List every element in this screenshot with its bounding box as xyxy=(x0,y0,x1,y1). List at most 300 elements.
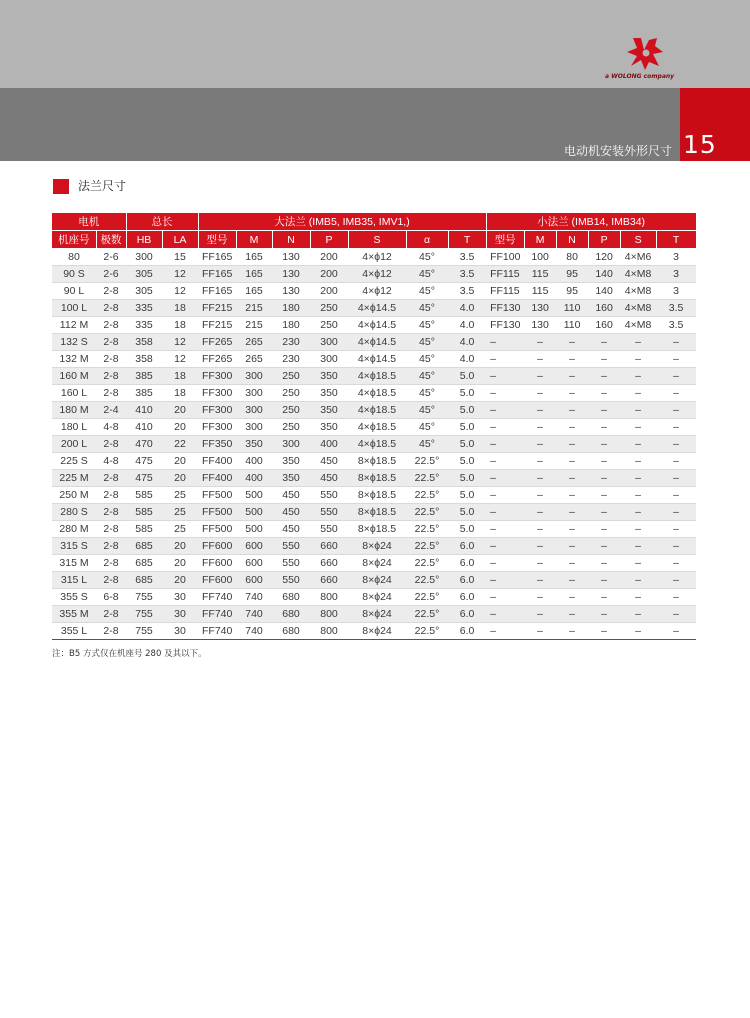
table-cell: 350 xyxy=(272,453,310,470)
table-cell: 5.0 xyxy=(448,436,486,453)
table-cell: 8×ϕ18.5 xyxy=(348,504,406,521)
table-cell: 45° xyxy=(406,317,448,334)
table-cell: 5.0 xyxy=(448,419,486,436)
table-cell: 685 xyxy=(126,555,162,572)
table-cell: 22.5° xyxy=(406,572,448,589)
table-cell: 4.0 xyxy=(448,300,486,317)
table-cell: 4×ϕ18.5 xyxy=(348,419,406,436)
table-cell: 350 xyxy=(310,368,348,385)
table-cell: – xyxy=(556,623,588,640)
table-cell: – xyxy=(620,521,656,538)
table-cell: 200 xyxy=(310,283,348,300)
table-cell: 250 M xyxy=(52,487,96,504)
table-cell: 110 xyxy=(556,300,588,317)
table-cell: – xyxy=(620,470,656,487)
table-cell: 95 xyxy=(556,266,588,283)
table-cell: 410 xyxy=(126,402,162,419)
table-cell: 2-4 xyxy=(96,402,126,419)
table-cell: – xyxy=(588,334,620,351)
table-cell: 740 xyxy=(236,606,272,623)
table-row xyxy=(52,317,696,334)
table-cell: 475 xyxy=(126,470,162,487)
table-cell: – xyxy=(620,334,656,351)
table-cell: 4×ϕ12 xyxy=(348,283,406,300)
table-cell: – xyxy=(556,572,588,589)
table-cell: – xyxy=(524,572,556,589)
table-cell: – xyxy=(524,351,556,368)
table-cell: FF130 xyxy=(486,300,524,317)
table-row xyxy=(52,555,696,572)
table-cell: 45° xyxy=(406,402,448,419)
table-cell: 4×ϕ14.5 xyxy=(348,334,406,351)
column-header: LA xyxy=(162,231,198,249)
table-cell: – xyxy=(620,572,656,589)
table-cell: – xyxy=(486,334,524,351)
table-cell: – xyxy=(524,504,556,521)
table-cell: 4-8 xyxy=(96,419,126,436)
table-cell: – xyxy=(556,436,588,453)
table-cell: – xyxy=(656,572,696,589)
table-row xyxy=(52,623,696,640)
table-cell: 350 xyxy=(310,385,348,402)
table-cell: – xyxy=(620,368,656,385)
table-cell: 45° xyxy=(406,436,448,453)
table-cell: 680 xyxy=(272,589,310,606)
table-cell: 5.0 xyxy=(448,453,486,470)
table-cell: 2-8 xyxy=(96,385,126,402)
table-cell: 315 M xyxy=(52,555,96,572)
table-cell: 4×ϕ12 xyxy=(348,249,406,266)
table-cell: – xyxy=(656,385,696,402)
table-cell: 8×ϕ24 xyxy=(348,606,406,623)
table-cell: 2-8 xyxy=(96,521,126,538)
table-cell: 30 xyxy=(162,623,198,640)
table-cell: 20 xyxy=(162,453,198,470)
table-cell: – xyxy=(524,555,556,572)
table-cell: 25 xyxy=(162,521,198,538)
table-cell: – xyxy=(656,555,696,572)
table-cell: – xyxy=(524,334,556,351)
table-cell: – xyxy=(486,572,524,589)
table-cell: 2-8 xyxy=(96,368,126,385)
table-cell: 15 xyxy=(162,249,198,266)
table-cell: 585 xyxy=(126,487,162,504)
table-cell: – xyxy=(486,606,524,623)
table-cell: 22.5° xyxy=(406,555,448,572)
column-header: M xyxy=(236,231,272,249)
table-cell: – xyxy=(556,470,588,487)
table-row xyxy=(52,334,696,351)
table-cell: FF740 xyxy=(198,623,236,640)
table-cell: 300 xyxy=(236,419,272,436)
table-cell: 140 xyxy=(588,266,620,283)
table-cell: – xyxy=(620,419,656,436)
table-cell: 585 xyxy=(126,521,162,538)
table-cell: 355 S xyxy=(52,589,96,606)
table-cell: 225 M xyxy=(52,470,96,487)
table-cell: – xyxy=(588,623,620,640)
table-cell: 225 S xyxy=(52,453,96,470)
table-cell: 4×ϕ18.5 xyxy=(348,436,406,453)
table-cell: – xyxy=(656,538,696,555)
table-cell: 5.0 xyxy=(448,368,486,385)
table-cell: – xyxy=(656,589,696,606)
table-cell: 30 xyxy=(162,589,198,606)
column-header: T xyxy=(656,231,696,249)
table-cell: – xyxy=(486,504,524,521)
table-row xyxy=(52,487,696,504)
table-cell: 130 xyxy=(524,300,556,317)
table-cell: – xyxy=(588,419,620,436)
table-cell: 8×ϕ18.5 xyxy=(348,521,406,538)
table-cell: 305 xyxy=(126,266,162,283)
table-cell: 315 L xyxy=(52,572,96,589)
table-cell: 180 xyxy=(272,300,310,317)
table-cell: 6.0 xyxy=(448,606,486,623)
table-cell: – xyxy=(556,589,588,606)
table-cell: – xyxy=(524,521,556,538)
table-cell: 90 S xyxy=(52,266,96,283)
table-cell: 132 S xyxy=(52,334,96,351)
table-cell: 3 xyxy=(656,283,696,300)
table-row xyxy=(52,521,696,538)
table-cell: 680 xyxy=(272,623,310,640)
table-cell: FF215 xyxy=(198,300,236,317)
column-header: N xyxy=(272,231,310,249)
table-cell: 300 xyxy=(126,249,162,266)
table-cell: 22.5° xyxy=(406,538,448,555)
table-cell: 680 xyxy=(272,606,310,623)
table-cell: FF115 xyxy=(486,283,524,300)
table-cell: 115 xyxy=(524,266,556,283)
flange-dimension-table xyxy=(52,213,697,640)
table-cell: FF300 xyxy=(198,402,236,419)
table-cell: 755 xyxy=(126,589,162,606)
table-cell: FF300 xyxy=(198,368,236,385)
table-cell: 755 xyxy=(126,623,162,640)
table-cell: FF165 xyxy=(198,266,236,283)
table-cell: – xyxy=(486,453,524,470)
table-cell: – xyxy=(556,504,588,521)
table-row xyxy=(52,249,696,266)
table-cell: FF300 xyxy=(198,385,236,402)
table-cell: FF300 xyxy=(198,419,236,436)
table-cell: 660 xyxy=(310,538,348,555)
table-cell: 6.0 xyxy=(448,572,486,589)
table-cell: FF600 xyxy=(198,572,236,589)
table-cell: – xyxy=(588,368,620,385)
table-cell: 110 xyxy=(556,317,588,334)
table-cell: 112 M xyxy=(52,317,96,334)
table-group-header-row xyxy=(52,213,696,231)
table-cell: – xyxy=(524,385,556,402)
table-cell: 475 xyxy=(126,453,162,470)
table-cell: 385 xyxy=(126,368,162,385)
table-cell: 130 xyxy=(524,317,556,334)
table-cell: 4.0 xyxy=(448,351,486,368)
table-cell: – xyxy=(486,419,524,436)
table-cell: – xyxy=(588,453,620,470)
table-cell: 22.5° xyxy=(406,470,448,487)
table-cell: 800 xyxy=(310,589,348,606)
table-column-header-row xyxy=(52,231,696,249)
table-cell: 22.5° xyxy=(406,487,448,504)
table-cell: 350 xyxy=(236,436,272,453)
table-cell: 280 S xyxy=(52,504,96,521)
table-cell: 300 xyxy=(310,351,348,368)
table-cell: 6-8 xyxy=(96,589,126,606)
table-cell: 4×ϕ18.5 xyxy=(348,402,406,419)
table-cell: – xyxy=(486,351,524,368)
table-cell: 132 M xyxy=(52,351,96,368)
table-cell: 5.0 xyxy=(448,385,486,402)
table-cell: – xyxy=(524,606,556,623)
table-cell: – xyxy=(656,487,696,504)
table-cell: 18 xyxy=(162,385,198,402)
table-cell: 45° xyxy=(406,283,448,300)
table-cell: 335 xyxy=(126,300,162,317)
heading-marker xyxy=(53,179,69,194)
table-cell: 165 xyxy=(236,283,272,300)
table-row xyxy=(52,283,696,300)
table-cell: 45° xyxy=(406,300,448,317)
table-cell: 740 xyxy=(236,589,272,606)
table-cell: 8×ϕ24 xyxy=(348,589,406,606)
table-cell: 250 xyxy=(272,385,310,402)
table-cell: – xyxy=(656,351,696,368)
column-header: 极数 xyxy=(96,231,126,249)
table-cell: – xyxy=(656,334,696,351)
table-cell: 200 L xyxy=(52,436,96,453)
column-header: T xyxy=(448,231,486,249)
table-cell: 80 xyxy=(556,249,588,266)
table-cell: 22.5° xyxy=(406,589,448,606)
table-cell: 8×ϕ24 xyxy=(348,538,406,555)
table-cell: – xyxy=(588,436,620,453)
table-cell: 2-8 xyxy=(96,334,126,351)
table-cell: – xyxy=(486,487,524,504)
table-cell: – xyxy=(588,538,620,555)
table-cell: 250 xyxy=(272,402,310,419)
table-cell: – xyxy=(486,368,524,385)
table-cell: 18 xyxy=(162,368,198,385)
table-cell: 12 xyxy=(162,334,198,351)
table-cell: 450 xyxy=(272,487,310,504)
table-cell: 355 L xyxy=(52,623,96,640)
table-cell: 3.5 xyxy=(448,283,486,300)
table-cell: 45° xyxy=(406,351,448,368)
table-cell: – xyxy=(620,589,656,606)
table-cell: 180 L xyxy=(52,419,96,436)
table-cell: 500 xyxy=(236,504,272,521)
table-cell: – xyxy=(656,623,696,640)
table-cell: – xyxy=(620,351,656,368)
table-cell: – xyxy=(556,555,588,572)
table-row xyxy=(52,470,696,487)
table-cell: 2-8 xyxy=(96,555,126,572)
table-cell: – xyxy=(556,538,588,555)
table-cell: 5.0 xyxy=(448,504,486,521)
table-cell: – xyxy=(524,589,556,606)
table-cell: 140 xyxy=(588,283,620,300)
table-cell: 18 xyxy=(162,317,198,334)
table-cell: – xyxy=(524,487,556,504)
group-header-large-flange: 大法兰 (IMB5, IMB35, IMV1,) xyxy=(198,213,486,231)
table-cell: FF130 xyxy=(486,317,524,334)
table-row xyxy=(52,436,696,453)
table-cell: – xyxy=(556,487,588,504)
table-cell: 45° xyxy=(406,419,448,436)
table-cell: 280 M xyxy=(52,521,96,538)
table-cell: 215 xyxy=(236,300,272,317)
table-cell: – xyxy=(556,453,588,470)
table-cell: 305 xyxy=(126,283,162,300)
table-cell: FF350 xyxy=(198,436,236,453)
table-cell: 8×ϕ18.5 xyxy=(348,453,406,470)
table-row xyxy=(52,589,696,606)
table-row xyxy=(52,419,696,436)
table-cell: 3.5 xyxy=(448,266,486,283)
table-cell: – xyxy=(524,453,556,470)
table-cell: 400 xyxy=(236,453,272,470)
table-cell: 130 xyxy=(272,283,310,300)
table-cell: FF740 xyxy=(198,606,236,623)
table-row xyxy=(52,453,696,470)
table-cell: 12 xyxy=(162,351,198,368)
table-cell: 4×M8 xyxy=(620,266,656,283)
table-cell: 160 xyxy=(588,317,620,334)
table-cell: 2-8 xyxy=(96,623,126,640)
brand-logo xyxy=(605,36,685,84)
table-cell: 4×ϕ18.5 xyxy=(348,368,406,385)
table-cell: 230 xyxy=(272,334,310,351)
table-cell: – xyxy=(588,487,620,504)
table-cell: FF600 xyxy=(198,555,236,572)
table-cell: 22.5° xyxy=(406,606,448,623)
table-cell: – xyxy=(486,555,524,572)
table-cell: 2-8 xyxy=(96,351,126,368)
table-row xyxy=(52,385,696,402)
table-cell: 45° xyxy=(406,266,448,283)
table-cell: – xyxy=(620,504,656,521)
table-cell: 400 xyxy=(236,470,272,487)
table-cell: 4×M8 xyxy=(620,283,656,300)
table-row xyxy=(52,606,696,623)
column-header: S xyxy=(620,231,656,249)
table-cell: – xyxy=(656,419,696,436)
table-cell: 2-8 xyxy=(96,504,126,521)
table-cell: 12 xyxy=(162,266,198,283)
table-cell: – xyxy=(486,402,524,419)
table-cell: 250 xyxy=(310,317,348,334)
table-cell: 45° xyxy=(406,249,448,266)
table-cell: – xyxy=(486,589,524,606)
table-cell: 95 xyxy=(556,283,588,300)
table-cell: 660 xyxy=(310,555,348,572)
table-cell: 8×ϕ24 xyxy=(348,623,406,640)
table-cell: 265 xyxy=(236,351,272,368)
table-cell: – xyxy=(556,385,588,402)
table-cell: – xyxy=(588,572,620,589)
table-cell: – xyxy=(524,419,556,436)
column-header: 型号 xyxy=(198,231,236,249)
column-header: α xyxy=(406,231,448,249)
table-cell: 215 xyxy=(236,317,272,334)
table-cell: 160 L xyxy=(52,385,96,402)
table-cell: 4.0 xyxy=(448,334,486,351)
table-cell: FF100 xyxy=(486,249,524,266)
table-cell: – xyxy=(556,402,588,419)
table-cell: 500 xyxy=(236,521,272,538)
table-cell: 180 M xyxy=(52,402,96,419)
table-cell: – xyxy=(620,385,656,402)
table-cell: 550 xyxy=(310,521,348,538)
table-cell: 450 xyxy=(310,470,348,487)
table-cell: 20 xyxy=(162,470,198,487)
table-cell: 250 xyxy=(272,368,310,385)
table-cell: FF115 xyxy=(486,266,524,283)
table-cell: – xyxy=(524,368,556,385)
table-cell: – xyxy=(486,470,524,487)
table-cell: FF165 xyxy=(198,249,236,266)
table-cell: FF165 xyxy=(198,283,236,300)
table-cell: 30 xyxy=(162,606,198,623)
table-cell: – xyxy=(656,606,696,623)
table-cell: – xyxy=(588,470,620,487)
table-cell: 45° xyxy=(406,385,448,402)
table-cell: – xyxy=(656,436,696,453)
table-cell: 800 xyxy=(310,623,348,640)
table-cell: – xyxy=(620,606,656,623)
table-cell: – xyxy=(620,453,656,470)
table-cell: 2-8 xyxy=(96,606,126,623)
table-cell: – xyxy=(556,368,588,385)
table-cell: – xyxy=(486,538,524,555)
table-cell: 358 xyxy=(126,334,162,351)
table-cell: 6.0 xyxy=(448,538,486,555)
table-cell: 22.5° xyxy=(406,453,448,470)
table-cell: 585 xyxy=(126,504,162,521)
table-cell: 4×ϕ12 xyxy=(348,266,406,283)
table-cell: 550 xyxy=(272,572,310,589)
table-cell: – xyxy=(620,402,656,419)
table-cell: – xyxy=(486,385,524,402)
column-header: N xyxy=(556,231,588,249)
table-cell: 120 xyxy=(588,249,620,266)
table-cell: 4.0 xyxy=(448,317,486,334)
table-cell: – xyxy=(486,521,524,538)
table-cell: 755 xyxy=(126,606,162,623)
table-cell: 4×ϕ14.5 xyxy=(348,317,406,334)
page-number: 15 xyxy=(683,130,717,159)
table-cell: 4×M8 xyxy=(620,300,656,317)
table-cell: – xyxy=(524,538,556,555)
table-cell: 660 xyxy=(310,572,348,589)
table-cell: – xyxy=(620,538,656,555)
table-cell: 5.0 xyxy=(448,487,486,504)
table-cell: 410 xyxy=(126,419,162,436)
table-cell: – xyxy=(588,351,620,368)
table-cell: 300 xyxy=(236,402,272,419)
table-cell: 2-6 xyxy=(96,266,126,283)
table-cell: 4×ϕ18.5 xyxy=(348,385,406,402)
table-cell: 130 xyxy=(272,249,310,266)
table-cell: 20 xyxy=(162,555,198,572)
table-cell: 4×M6 xyxy=(620,249,656,266)
table-row xyxy=(52,351,696,368)
group-header-total-length: 总长 xyxy=(126,213,198,231)
table-cell: – xyxy=(620,623,656,640)
